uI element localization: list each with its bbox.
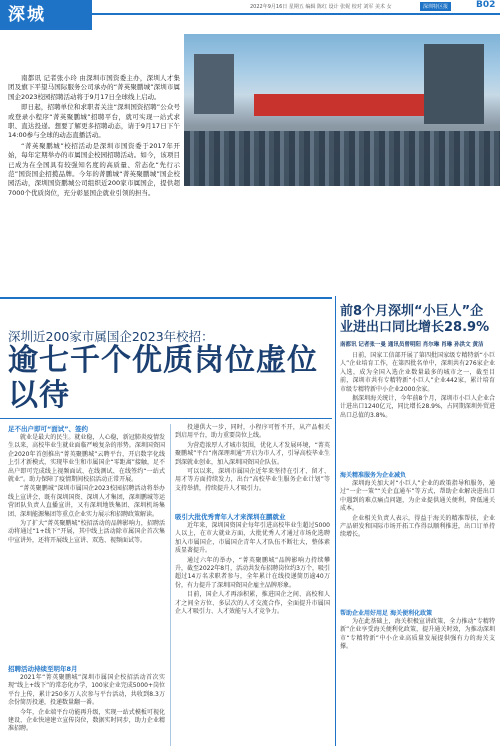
section-divider bbox=[0, 297, 332, 299]
header-rule bbox=[92, 13, 500, 15]
intro-paragraph: “菁英聚鹏城”校招活动是深圳市国资委于2017年开始，每年定期举办的市属国企校园招聘活动。如今，该项目已成为在全国具有较强知名度的高质量、常态化“先行示范”国资国企招揽品牌。今年的菁鹏城“菁英聚鹏城”国企校园活动，深圳国资鹏城公司组织近200家市属国企，提供超7000个优质岗位，充分彰显国企就业引领的担当。 bbox=[8, 141, 180, 197]
photo-crowd bbox=[184, 131, 500, 186]
side-subhead-policy: 帮助企业用好用足 海关便利化政策 bbox=[340, 610, 433, 617]
column-divider bbox=[170, 424, 171, 746]
column-1 bbox=[8, 434, 165, 546]
side-column-2 bbox=[340, 480, 495, 541]
title-divider bbox=[0, 418, 332, 419]
body-paragraph: 为营造浓厚人才城市氛围，优化人才发展环境，“菁英聚鹏城”平台“南深理圳通”开启为市人才，引导高校毕业生到深就业创业，加入深圳国资国企队伍。 bbox=[175, 441, 330, 466]
subhead-duration: 招聘活动持续至明年8月 bbox=[8, 665, 78, 673]
body-paragraph: 日前，国家工信部开展了第四批国家级专精特新“小巨人”企业培育工作，在第四批名单中，深圳共有276家企业入选，成为全国入选企业数量最多的城市之一，截至目前，深圳市共有专精特新“小巨人”企业442家，累计培育市级专精特新中小企业2000余家。 bbox=[340, 352, 495, 393]
body-paragraph: 目前，国企人才再添积累，推进国企之间、高校和人才之间全方位、多层次的人才交流合作，全面提升市属国企人才吸引力、人才效能与人才竞争力。 bbox=[175, 591, 330, 616]
side-article-byline bbox=[340, 342, 495, 350]
lead-photo bbox=[184, 34, 500, 186]
body-paragraph: 据深圳海关统计，今年前8个月，深圳市小巨人企业合计进出口1240亿元，同比增长28.9%，占同期深圳外贸进出口总值的3.8%。 bbox=[340, 395, 495, 419]
photo-building bbox=[424, 44, 484, 124]
body-paragraph: 为了扩大“菁英聚鹏城”校招活动的品牌影响力，招聘活动将通过“1+线下”开展，其中线上活动除市属国企首次集中宣讲外，还将开展线上宣讲、双选、视频面试等。 bbox=[8, 520, 165, 544]
body-paragraph: 深圳海关加大对“小巨人”企业的政策指导和服务，通过“一企一策”“关企直通车”等方式，帮助企业解决进出口中遇到的难点痛点问题，为企业提供通关便利，降低通关成本。 bbox=[340, 480, 495, 513]
column-2 bbox=[175, 424, 330, 494]
side-column-3 bbox=[340, 618, 495, 653]
body-paragraph: 企业相关负责人表示，得益于海关的精准帮扶，企业产品研发和国际市场开拓工作得以顺利推进，出口订单持续增长。 bbox=[340, 514, 495, 539]
page-number: B02 bbox=[476, 0, 496, 10]
body-paragraph: 可以以来，深圳市属国企近年来坚持在引才、留才、用才等方面持续发力，出台“高校毕业生服务企业计划”等支持举措，持续提升人才吸引力。 bbox=[175, 468, 330, 492]
intro-text bbox=[8, 74, 180, 199]
side-subhead-customs: 海关精准服务为企业减负 bbox=[340, 472, 407, 479]
body-paragraph: 近年来，深圳国资国企每年引进高校毕业生超过5000人以上，在市大就业方面，大批优秀人才通过市场化选聘加入市属国企，市属国企青年人才队伍不断壮大，整体素质显著提升。 bbox=[175, 522, 330, 555]
masthead bbox=[0, 0, 500, 30]
side-article-title: 前8个月深圳“小巨人”企业进出口同比增长28.9% bbox=[340, 304, 490, 335]
header-badge: 深圳特区报 bbox=[420, 2, 451, 11]
article-title: 逾七千个优质岗位虚位以待 bbox=[8, 343, 318, 413]
intro-paragraph: 南都讯 记者张小玲 由深圳市国资委主办，深圳人才集团及旗下平望马国际服务公司承办的“菁英聚鹏城”深圳市属国企2023校园招聘活动将于9月17日全球线上启动。 bbox=[8, 74, 180, 101]
body-paragraph: 通过六年的举办，“菁英聚鹏城”品牌影响力持续攀升，截至2022年8月，活动共发布招聘岗位约3万个，吸引超过14万名求职者参与，全年累计在线投递简历逾40万份，有力提升了深圳国资国企雇主品牌形象。 bbox=[175, 556, 330, 589]
body-paragraph: 今年，企业端平台功能再升级，实现一站式模板可视化建设，企业快速建立宣传岗位，数据实时同步，助力企业精准招聘。 bbox=[8, 708, 165, 733]
article-kicker: 深圳近200家市属国企2023年校招： bbox=[8, 329, 214, 344]
photo-building bbox=[194, 54, 234, 114]
section-tag: 深城 bbox=[0, 0, 92, 30]
column-1b bbox=[8, 674, 165, 735]
body-paragraph: 就业是最大的民生。就业稳，人心稳，新冠肺炎疫情发生以来，高校毕业生就业面临严峻复杂的形势。深圳国资国企2020年首创推出“菁英聚鹏城”云聘平台，开启数字化线上引才新模式，实现毕业生和市属国企“零距离”接触，足不出户即可完成线上视频面试、在线测试、在线签约“一站式就业”。助力保障了疫情期间校招活动正常开展。 bbox=[8, 434, 165, 484]
photo-banner bbox=[254, 94, 424, 116]
intro-paragraph: 即日起，招聘单位和求职者关注“深圳国资招聘”公众号或登录小程序“菁英聚鹏城”招聘平台，就可实现一站式求职、直达投递。想要了解更多招聘动态，请于9月17日下午14:00参与全球的动态直播活动。 bbox=[8, 103, 180, 140]
body-paragraph: 投递供大一步，同时，小程序可暂不开，从产品相关到启用平台，助力重要岗位上线。 bbox=[175, 424, 330, 440]
header-meta: 2022年9月16日 星期五 编辑 陈红 设计 张妮 校对 刘军 美术 女 bbox=[250, 4, 392, 10]
side-divider bbox=[335, 296, 336, 746]
body-paragraph: “菁英聚鹏城”深圳市属国企2023校园招聘活动将举办线上宣讲会，既有深圳国资、深圳人才集团，深圳鹏城等运营团队负责人直播宣讲，又有深圳地铁集团、深圳机场集团、深圳能源集团等重点企业实力展示和招聘政策解读。 bbox=[8, 485, 165, 518]
column-2b bbox=[175, 522, 330, 617]
side-article-author: 南都讯 记者张一曼 通讯员曾明阳 肖尔琳 肖琳 孙洪文 黄洁 bbox=[340, 342, 484, 348]
side-column-1 bbox=[340, 352, 495, 421]
subhead-talent: 吸引大批优秀青年人才来深圳在鹏就业 bbox=[175, 513, 286, 521]
body-paragraph: 为在此基础上，海关积极宣讲政策，全力推动“专精特新”企业享受海关便利化政策，提升通关时效，为推动深圳市“专精特新”中小企业高质量发展提供强有力的海关支撑。 bbox=[340, 618, 495, 651]
subhead-online: 足不出户即可“面试”、签约 bbox=[8, 425, 89, 433]
body-paragraph: 2021年“菁英聚鹏城”深圳市属国企校招活动首次实现“线上+线下”的常态化办学，100家企业完成5000+岗位平台上传，累计250多万人次参与平台活动，共收到8.3万余份简历投递，投递数量翻一番。 bbox=[8, 674, 165, 707]
